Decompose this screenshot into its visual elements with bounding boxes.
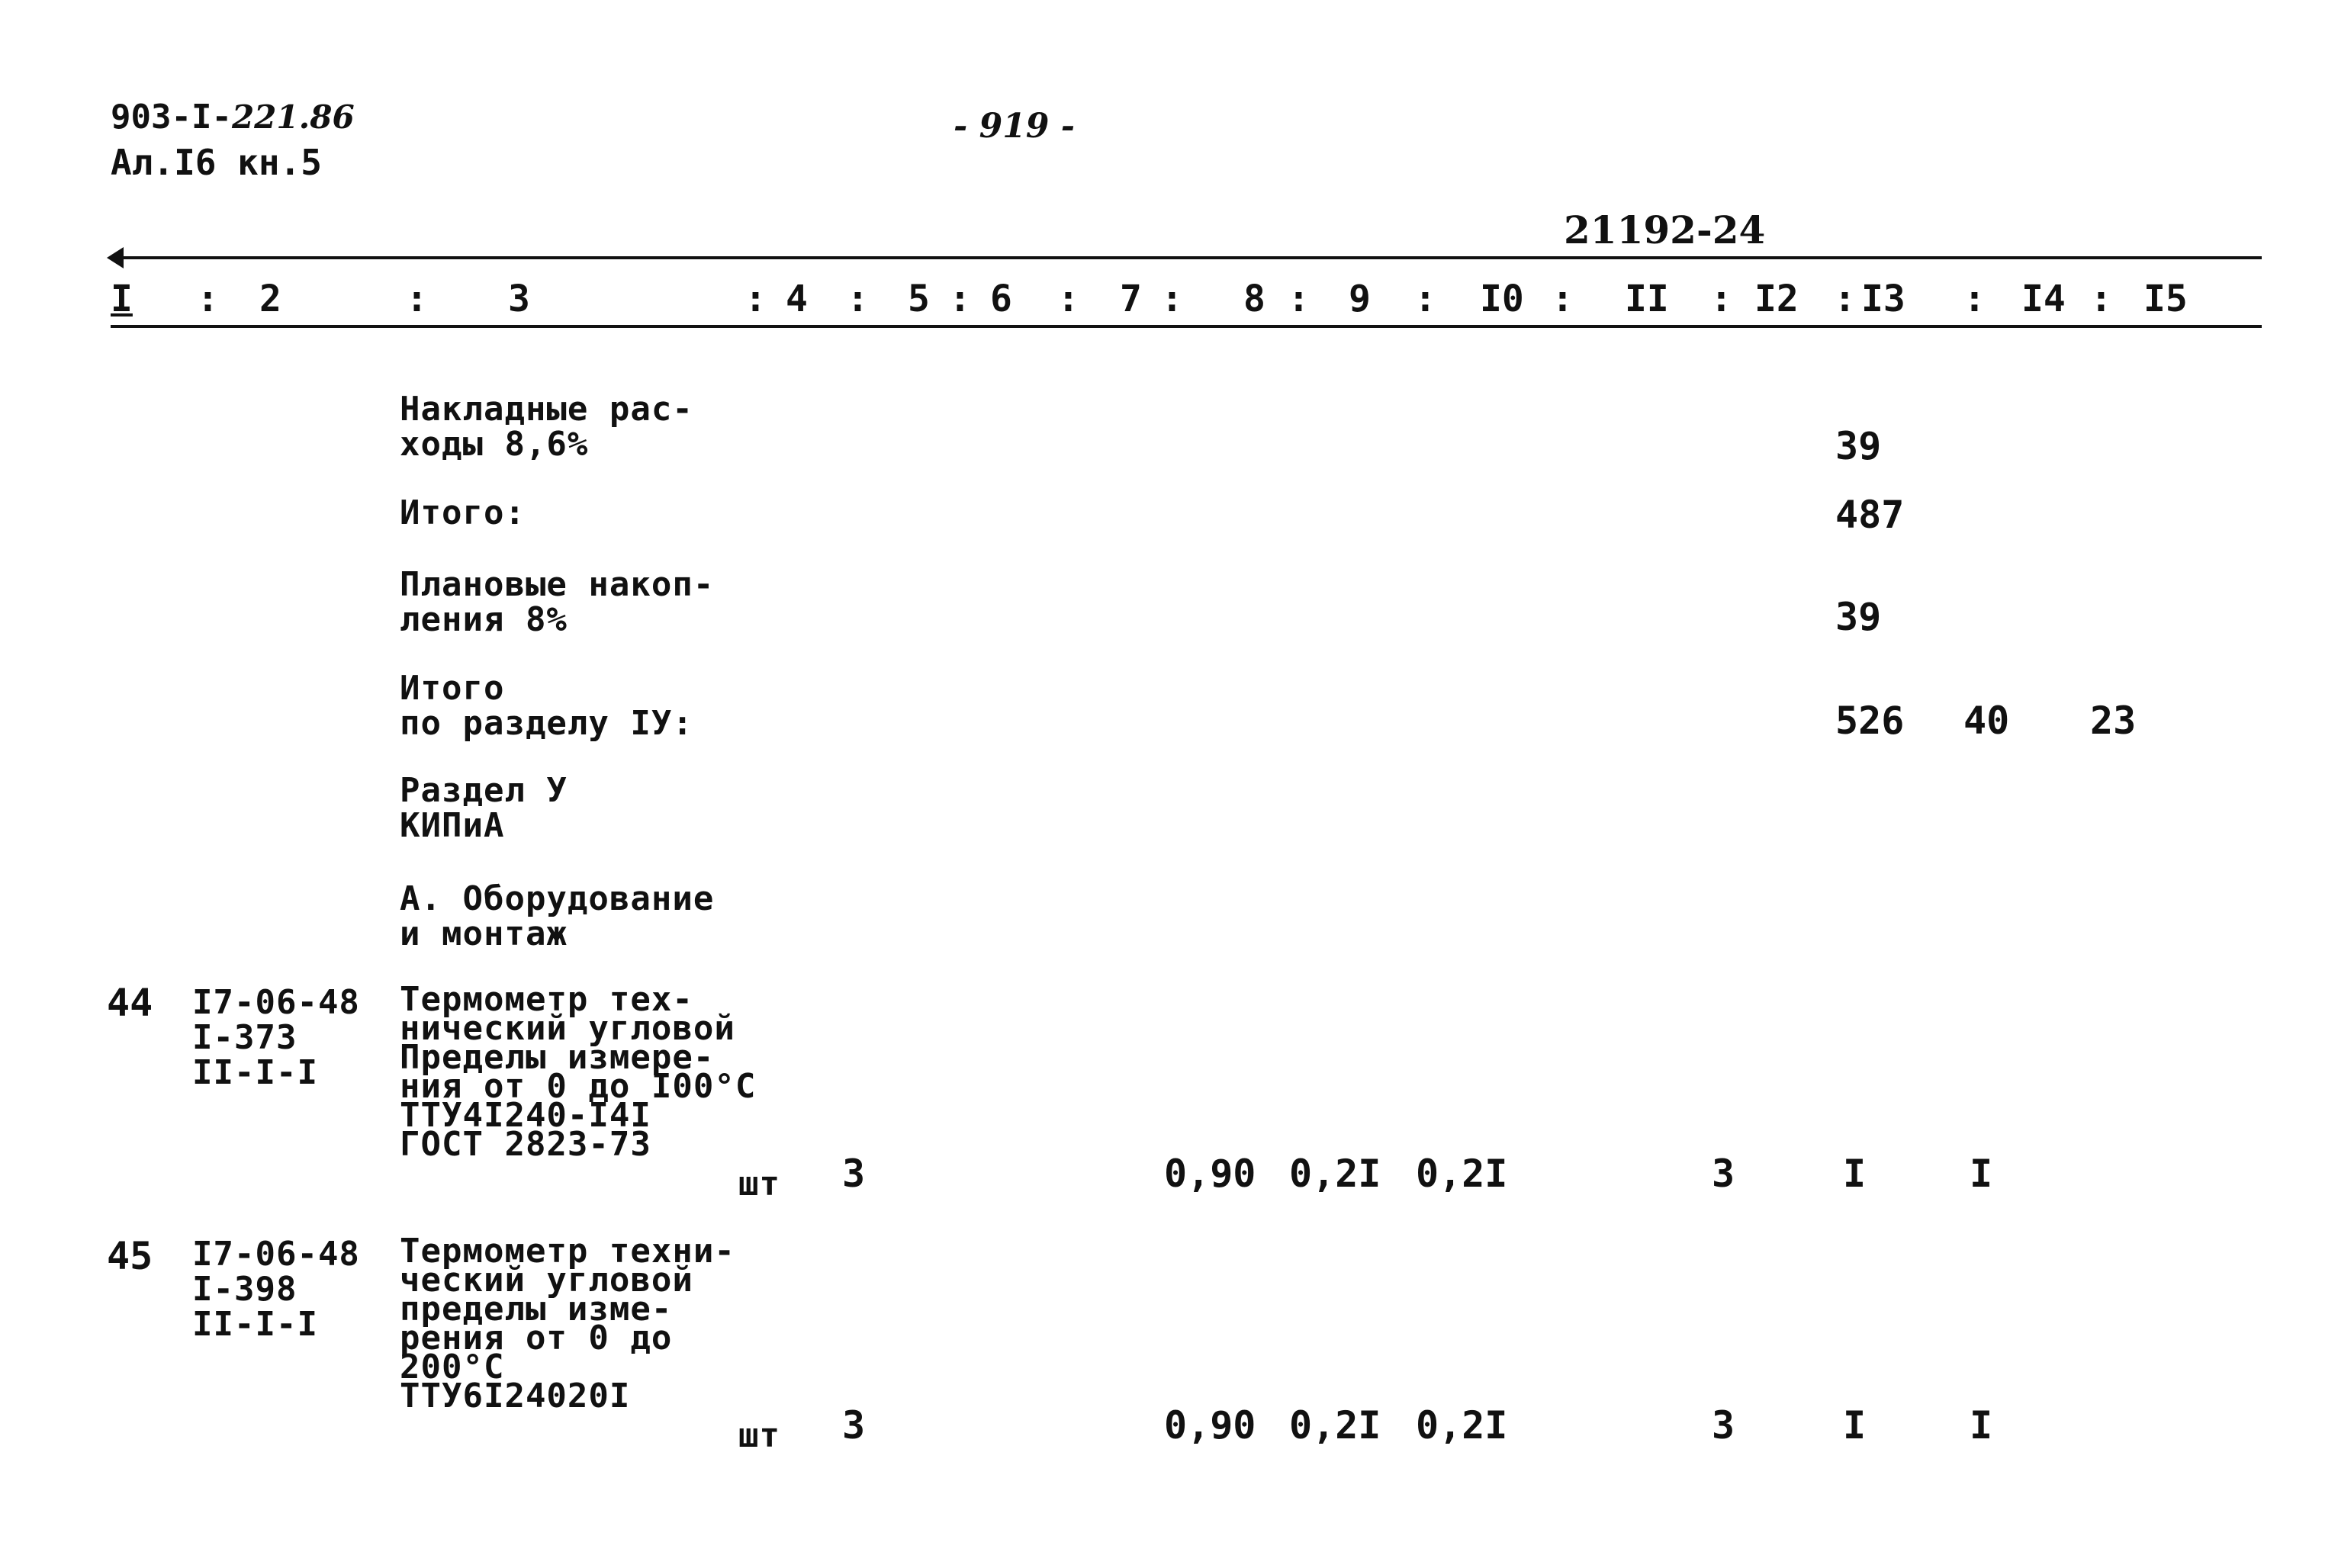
item-c14: I [1970,1403,1993,1448]
col-9: 9 [1349,278,1371,320]
col-4: 4 [786,278,808,320]
col-1: I [111,278,133,320]
item-c14: I [1970,1152,1993,1196]
section-total-c13: 526 [1835,699,1905,743]
section-title: Раздел У КИПиА [400,771,568,845]
total-c13: 487 [1835,493,1905,537]
col-sep: : [1414,278,1436,320]
item-c9: 0,2I [1289,1152,1381,1196]
col-sep: : [197,278,219,320]
col-10: I0 [1480,278,1524,320]
col-sep: : [1552,278,1574,320]
item-number: 44 [107,981,153,1025]
item-c12: 3 [1712,1403,1735,1448]
rule-arrow [107,247,124,268]
top-rule [111,256,2262,259]
col-sep: : [1834,278,1856,320]
section-total-label: Итого по разделу IУ: [400,669,693,743]
col-sep: : [406,278,428,320]
item-number: 45 [107,1234,153,1278]
subsection-title: А. Оборудование и монтаж [400,879,715,953]
header-rule [111,325,2262,328]
col-13: I3 [1861,278,1905,320]
col-8: 8 [1243,278,1265,320]
col-3: 3 [508,278,530,320]
col-14: I4 [2021,278,2066,320]
total-label: Итого: [400,493,526,532]
item-c12: 3 [1712,1152,1735,1196]
col-7: 7 [1120,278,1142,320]
col-sep: : [1161,278,1183,320]
col-sep: : [744,278,767,320]
col-15: I5 [2143,278,2188,320]
item-c13: I [1843,1403,1867,1448]
page-number: - 919 - [954,107,1076,146]
item-unit: шт [738,1165,780,1203]
planned-c13: 39 [1835,595,1882,639]
doc-number: 21192-24 [1564,207,1766,252]
item-qty: 3 [842,1403,866,1448]
item-c9: 0,2I [1289,1403,1381,1448]
item-qty: 3 [842,1152,866,1196]
doc-code [111,98,355,137]
col-6: 6 [990,278,1012,320]
col-sep: : [949,278,971,320]
item-c8: 0,90 [1164,1403,1256,1448]
item-c8: 0,90 [1164,1152,1256,1196]
item-c13: I [1843,1152,1867,1196]
album-line: Ал.I6 кн.5 [111,142,322,183]
item-c10: 0,2I [1416,1403,1508,1448]
section-total-c14: 40 [1963,699,2010,743]
overhead-c13: 39 [1835,424,1882,468]
overhead-label: Накладные рас- ходы 8,6% [400,390,693,464]
col-sep: : [1288,278,1310,320]
doc-code-printed: 903-I- [111,98,232,137]
col-sep: : [847,278,869,320]
col-sep: : [1963,278,1986,320]
item-unit: шт [738,1416,780,1455]
doc-code-handwritten: 221.86 [231,98,355,136]
item-description: Термометр техни- ческий угловой пределы изме- рения от 0 до 200°С ТТУ6I24020I [400,1232,735,1415]
col-2: 2 [259,278,281,320]
col-sep: : [1710,278,1732,320]
col-5: 5 [908,278,930,320]
col-12: I2 [1754,278,1799,320]
item-description: Термометр тех- нический угловой Пределы измере- ния от 0 до I00°С ТТУ4I240-I4I ГОСТ 2823-73 [400,980,757,1164]
item-codes: I7-06-48 I-398 II-I-I [192,1235,360,1344]
item-c10: 0,2I [1416,1152,1508,1196]
item-codes: I7-06-48 I-373 II-I-I [192,983,360,1092]
section-total-c15: 23 [2090,699,2137,743]
planned-label: Плановые накоп- ления 8% [400,565,715,639]
col-sep: : [1057,278,1079,320]
col-11: II [1625,278,1669,320]
col-sep: : [2090,278,2112,320]
